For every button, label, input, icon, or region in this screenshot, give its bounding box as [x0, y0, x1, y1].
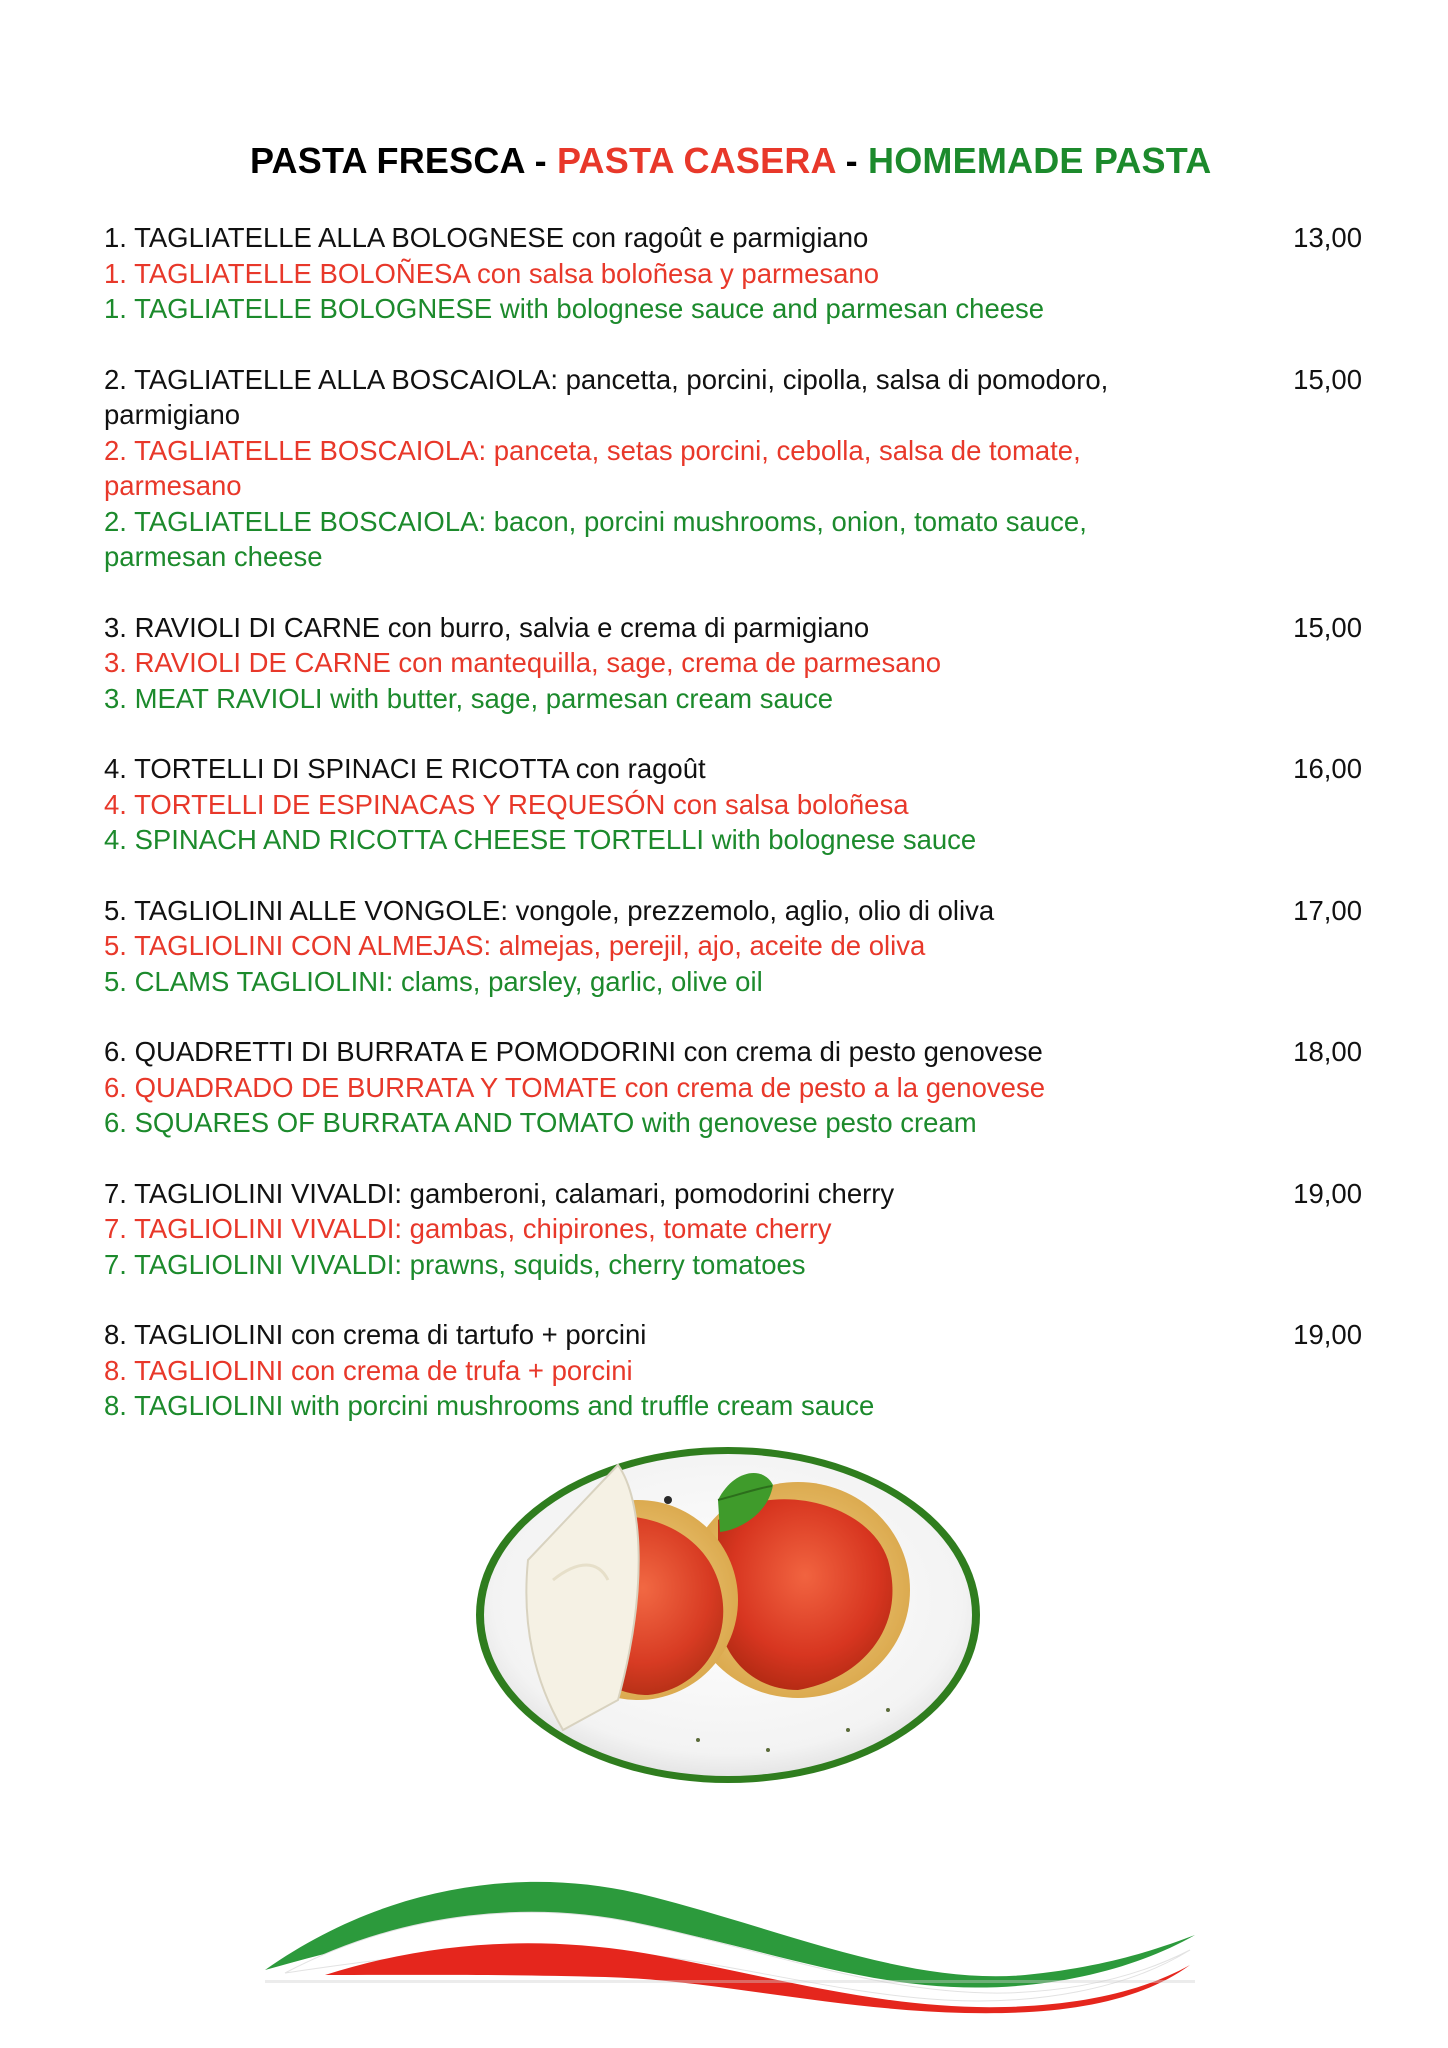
- ravioli-plate-image: [468, 1440, 988, 1790]
- title-italian: PASTA FRESCA: [250, 140, 525, 181]
- item-name-spanish: 8. TAGLIOLINI con crema de trufa + porcini: [104, 1354, 633, 1386]
- menu-item: [104, 362, 1364, 575]
- italian-flag-wave: [265, 1855, 1195, 2015]
- item-name-english: 6. SQUARES OF BURRATA AND TOMATO with genovese pesto cream: [104, 1107, 977, 1138]
- item-price: 13,00: [1293, 222, 1362, 253]
- item-name-italian: 7. TAGLIOLINI VIVALDI: gamberoni, calamari, pomodorini cherry: [104, 1177, 895, 1209]
- item-name-italian: 4. TORTELLI DI SPINACI E RICOTTA con ragoût: [104, 753, 706, 784]
- item-name-english: 4. SPINACH AND RICOTTA CHEESE TORTELLI with bolognese sauce: [104, 824, 977, 855]
- item-name-italian: 3. RAVIOLI DI CARNE con burro, salvia e crema di parmigiano: [104, 611, 870, 643]
- item-name-english: 3. MEAT RAVIOLI with butter, sage, parmesan cream sauce: [104, 682, 834, 714]
- item-name-english: 7. TAGLIOLINI VIVALDI: prawns, squids, cherry tomatoes: [104, 1248, 806, 1280]
- menu-item: [104, 610, 1364, 717]
- menu-item: [104, 893, 1364, 1000]
- item-name-italian: 2. TAGLIATELLE ALLA BOSCAIOLA: pancetta, porcini, cipolla, salsa di pomodoro, parmigiano: [104, 363, 1109, 430]
- menu-item: [104, 1176, 1364, 1283]
- item-price: 17,00: [1293, 894, 1362, 926]
- item-name-spanish: 1. TAGLIATELLE BOLOÑESA con salsa boloñesa y parmesano: [104, 257, 879, 289]
- title-separator: -: [524, 140, 557, 181]
- menu-item: [104, 1317, 1364, 1424]
- item-name-spanish: 6. QUADRADO DE BURRATA Y TOMATE con crema de pesto a la genovese: [104, 1071, 1045, 1103]
- menu-item: [104, 751, 1364, 858]
- item-price: 15,00: [1293, 363, 1362, 395]
- menu-list: [104, 220, 1364, 1459]
- item-name-english: 1. TAGLIATELLE BOLOGNESE with bolognese sauce and parmesan cheese: [104, 293, 1045, 324]
- item-price: 16,00: [1293, 753, 1362, 784]
- item-name-english: 8. TAGLIOLINI with porcini mushrooms and truffle cream sauce: [104, 1390, 875, 1421]
- item-name-spanish: 5. TAGLIOLINI CON ALMEJAS: almejas, perejil, ajo, aceite de oliva: [104, 930, 926, 961]
- item-name-italian: 6. QUADRETTI DI BURRATA E POMODORINI con crema di pesto genovese: [104, 1036, 1043, 1067]
- title-separator: -: [835, 140, 869, 181]
- item-name-italian: 8. TAGLIOLINI con crema di tartufo + porcini: [104, 1319, 647, 1350]
- item-name-spanish: 3. RAVIOLI DE CARNE con mantequilla, sage, crema de parmesano: [104, 647, 942, 678]
- item-name-english: 5. CLAMS TAGLIOLINI: clams, parsley, garlic, olive oil: [104, 965, 763, 997]
- menu-item: [104, 1034, 1364, 1141]
- menu-item: [104, 220, 1364, 327]
- item-price: 19,00: [1293, 1319, 1362, 1350]
- item-name-spanish: 4. TORTELLI DE ESPINACAS Y REQUESÓN con salsa boloñesa: [104, 788, 909, 820]
- item-name-spanish: 2. TAGLIATELLE BOSCAIOLA: panceta, setas porcini, cebolla, salsa de tomate, parmesano: [104, 434, 1081, 501]
- title-spanish: PASTA CASERA: [557, 140, 836, 181]
- item-name-english: 2. TAGLIATELLE BOSCAIOLA: bacon, porcini mushrooms, onion, tomato sauce, parmesan cheese: [104, 505, 1087, 572]
- page-title: [250, 140, 1350, 182]
- item-name-italian: 1. TAGLIATELLE ALLA BOLOGNESE con ragoût e parmigiano: [104, 222, 869, 253]
- title-english: HOMEMADE PASTA: [868, 140, 1212, 181]
- item-price: 19,00: [1293, 1177, 1362, 1209]
- item-name-italian: 5. TAGLIOLINI ALLE VONGOLE: vongole, prezzemolo, aglio, olio di oliva: [104, 894, 995, 926]
- item-price: 15,00: [1293, 611, 1362, 643]
- item-name-spanish: 7. TAGLIOLINI VIVALDI: gambas, chipirones, tomate cherry: [104, 1213, 832, 1244]
- item-price: 18,00: [1293, 1036, 1362, 1067]
